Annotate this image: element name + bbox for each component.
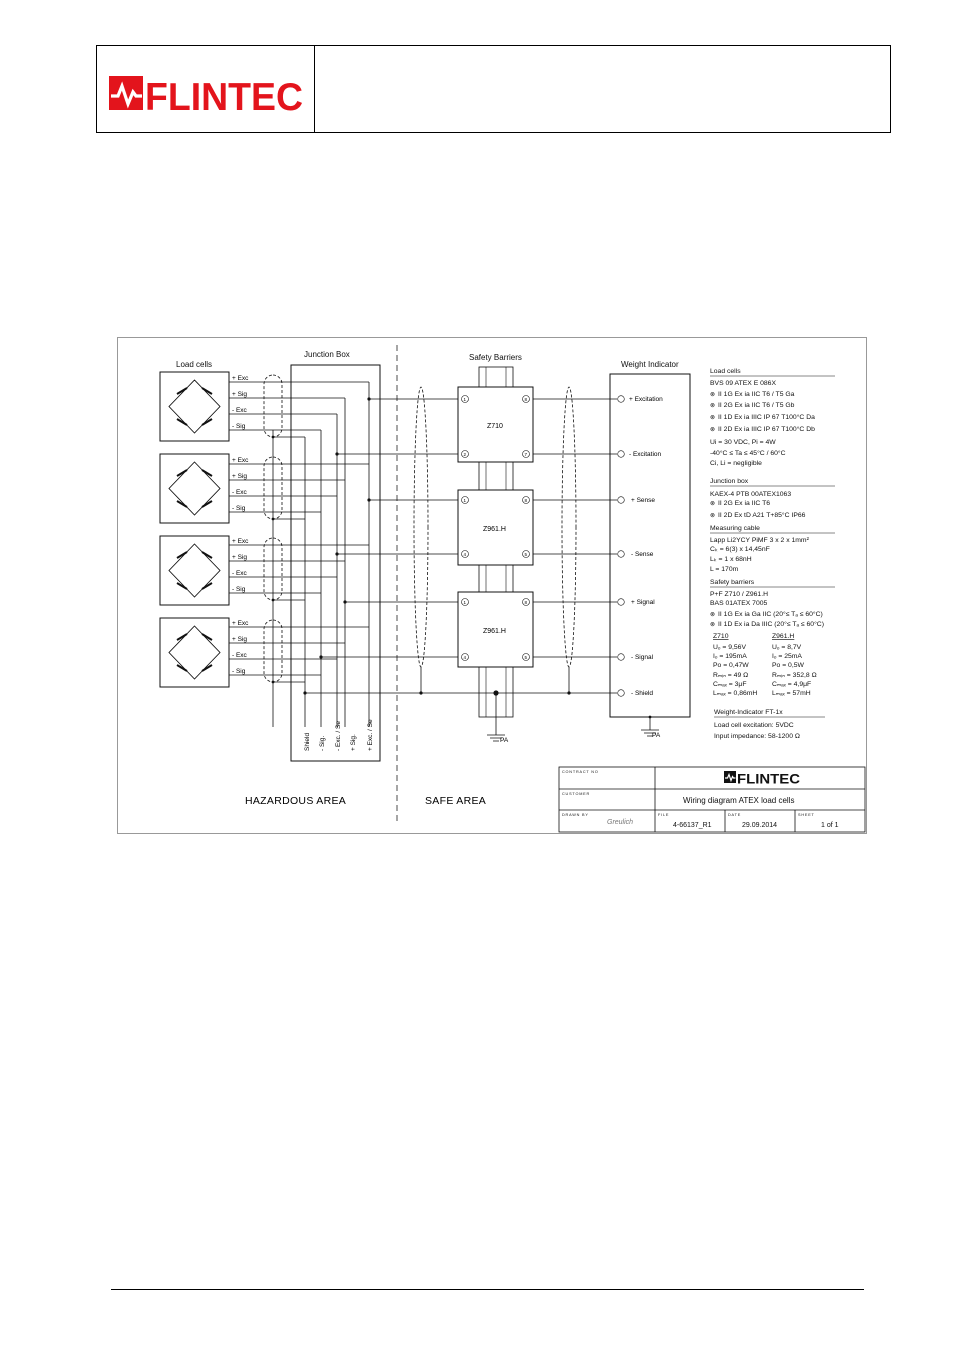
diagram-text: 8 — [524, 397, 528, 402]
spec-title: Load cells — [710, 368, 741, 375]
terminal-label: - Sense — [631, 551, 654, 558]
safety-barriers-title: Safety Barriers — [469, 353, 522, 362]
junction-box — [291, 365, 380, 761]
wire-label: + Sig — [232, 636, 247, 643]
diagram-text: Lₘₐₓ = 0,86mH — [713, 690, 758, 697]
barrier-name: Z710 — [487, 423, 503, 430]
wire-label: + Sig — [232, 391, 247, 398]
diagram-text: II 1G Ex ia Ga IIC (20°≤ Tₐ ≤ 60°C) — [718, 611, 823, 618]
diagram-text: CONTRACT NO — [562, 770, 599, 774]
wiring-diagram — [117, 337, 867, 834]
terminal-label: + Signal — [631, 599, 655, 606]
diagram-text: 2 — [463, 452, 467, 457]
diagram-text: II 1D Ex ia Da IIIC (20°≤ Tₐ ≤ 60°C) — [718, 621, 824, 628]
load-cell-4 — [160, 618, 229, 687]
junction-label-minus-exc: - Exc. / Se — [335, 721, 342, 751]
diagram-text: P+F Z710 / Z961.H — [710, 591, 768, 598]
load-cell-box — [160, 372, 229, 441]
terminal-label: - Shield — [631, 690, 654, 697]
diagram-text: Load cell excitation: 5VDC — [714, 722, 794, 729]
diagram-text: Rₘᵢₙ = 352,8 Ω — [772, 672, 817, 679]
diagram-text: Rₘᵢₙ = 49 Ω — [713, 672, 749, 679]
weight-indicator-title: Weight Indicator — [621, 360, 679, 369]
bridge-icon — [169, 544, 220, 597]
cell-wiring — [229, 382, 369, 727]
safe-area-label: SAFE AREA — [425, 795, 487, 807]
diagram-text: Cₖ = 6(3) x 14,45nF — [710, 546, 770, 553]
ex-icon: ⊗ — [710, 513, 716, 519]
diagram-text: -40°C ≤ Ta ≤ 45°C / 60°C — [710, 450, 786, 457]
diagram-text: KAEX-4 PTB 00ATEX1063 — [710, 491, 792, 498]
barrier-z710 — [458, 387, 533, 462]
junction-box-title: Junction Box — [304, 350, 350, 359]
wire-label: - Sig — [232, 668, 246, 675]
wire-label: - Exc — [232, 570, 247, 577]
header-box — [96, 45, 891, 133]
diagram-text: FILE — [658, 813, 670, 817]
wire-label: + Exc — [232, 457, 249, 464]
barrier-name: Z961.H — [483, 526, 506, 533]
diagram-text: II 2G Ex ia IIC T6 — [718, 500, 771, 507]
wire-label: + Exc — [232, 538, 249, 545]
file-name: 4-66137_R1 — [673, 822, 712, 829]
load-cell-box — [160, 454, 229, 523]
diagram-text: Z710 — [713, 633, 729, 640]
diagram-text: Lapp Li2YCY PiMF 3 x 2 x 1mm² — [710, 537, 809, 544]
spec-title: Junction box — [710, 478, 749, 485]
junction-label-plus-exc: + Exc. / Se — [367, 719, 374, 751]
diagram-text: Lₘₐₓ = 57mH — [772, 690, 811, 697]
diagram-text: Po = 0,47W — [713, 662, 749, 669]
diagram-text: DATE — [728, 813, 742, 817]
spec-title: Weight-Indicator FT-1x — [714, 709, 783, 716]
wire-label: - Sig — [232, 586, 246, 593]
drawn-by: Greulich — [607, 819, 634, 826]
ex-icon: ⊗ — [710, 415, 716, 421]
load-cell-box — [160, 618, 229, 687]
wire-label: + Sig — [232, 554, 247, 561]
bridge-icon — [169, 626, 220, 679]
diagram-text: 1 — [463, 397, 467, 402]
footer-rule — [111, 1289, 864, 1290]
barrier-name: Z961.H — [483, 628, 506, 635]
diagram-text: Z961.H — [772, 633, 795, 640]
header-divider — [314, 46, 315, 132]
sheet-number: 1 of 1 — [821, 822, 839, 829]
diagram-text: CUSTOMER — [562, 792, 591, 796]
diagram-text: BVS 09 ATEX E 086X — [710, 380, 776, 387]
load-cell-2 — [160, 454, 229, 523]
diagram-text: 8 — [524, 600, 528, 605]
diagram-text: II 2G Ex ia IIC T6 / T5 Gb — [718, 402, 795, 409]
load-cell-3 — [160, 536, 229, 605]
ex-icon: ⊗ — [710, 612, 716, 618]
diagram-text: BAS 01ATEX 7005 — [710, 600, 768, 607]
diagram-text: Input impedance: 58-1200 Ω — [714, 733, 800, 740]
barrier-z961h-2 — [458, 592, 533, 667]
diagram-text: 4 — [463, 655, 467, 660]
title-block-logo: FLINTEC — [737, 770, 800, 787]
junction-label-plus-sig: + Sig. — [350, 734, 357, 751]
terminal-label: + Excitation — [629, 396, 663, 403]
load-cell-1 — [160, 372, 229, 441]
ex-icon: ⊗ — [710, 403, 716, 409]
diagram-text: 5 — [524, 552, 528, 557]
diagram-text: 1 — [463, 600, 467, 605]
bridge-icon — [169, 380, 220, 433]
diagram-text: Po = 0,5W — [772, 662, 804, 669]
wire-label: - Exc — [232, 489, 247, 496]
diagram-text: 7 — [524, 452, 528, 457]
ex-icon: ⊗ — [710, 392, 716, 398]
specifications — [710, 368, 835, 740]
drawing-title: Wiring diagram ATEX load cells — [683, 796, 795, 805]
diagram-text: 5 — [524, 655, 528, 660]
wire-label: - Exc — [232, 652, 247, 659]
diagram-text: 1 — [463, 498, 467, 503]
hazardous-area-label: HAZARDOUS AREA — [245, 795, 347, 807]
drawing-date: 29.09.2014 — [742, 822, 778, 829]
ex-icon: ⊗ — [710, 501, 716, 507]
wire-label: - Sig — [232, 423, 246, 430]
spec-title: Measuring cable — [710, 525, 760, 532]
wire-label: - Exc — [232, 407, 247, 414]
wire-label: + Exc — [232, 620, 249, 627]
pa-label-indicator: PA — [652, 732, 661, 739]
diagram-text: Ci, Li = negligible — [710, 460, 762, 467]
terminal-label: - Excitation — [629, 451, 662, 458]
logo-text: FLINTEC — [145, 76, 303, 114]
junction-label-shield: Shield — [304, 732, 311, 751]
load-cell-box — [160, 536, 229, 605]
junction-label-minus-sig: - Sig. — [319, 735, 326, 751]
diagram-text: II 1G Ex ia IIC T6 / T5 Ga — [718, 391, 795, 398]
barrier-z961h-1 — [458, 490, 533, 565]
diagram-text: Uₒ = 8,7V — [772, 644, 802, 651]
weight-indicator-box — [610, 374, 690, 717]
diagram-text: Cₘₐₓ = 3μF — [713, 681, 747, 688]
diagram-text: DRAWN BY — [562, 813, 589, 817]
diagram-text: II 2D Ex tD A21 T+85°C IP66 — [718, 512, 806, 519]
spec-title: Safety barriers — [710, 579, 755, 586]
pa-label-barrier: PA — [500, 737, 509, 744]
indicator-terminals — [618, 396, 663, 697]
terminal-label: - Signal — [631, 654, 654, 661]
diagram-text: Iₒ = 195mA — [713, 653, 747, 660]
diagram-text: II 1D Ex ia IIIC IP 67 T100°C Da — [718, 414, 815, 421]
diagram-text: 8 — [524, 498, 528, 503]
diagram-text: Cₘₐₓ = 4,9μF — [772, 681, 812, 688]
diagram-text: L = 170m — [710, 566, 739, 573]
title-block-text — [562, 770, 839, 829]
wire-label: + Exc — [232, 375, 249, 382]
ex-icon: ⊗ — [710, 427, 716, 433]
wire-label: - Sig — [232, 505, 246, 512]
load-cells-title: Load cells — [176, 360, 213, 369]
diagram-text: SHEET — [798, 813, 815, 817]
diagram-text: Lₖ = 1 x 68nH — [710, 556, 752, 563]
diagram-text: Iₒ = 25mA — [772, 653, 802, 660]
diagram-text: Uₒ = 9,56V — [713, 644, 746, 651]
ex-icon: ⊗ — [710, 622, 716, 628]
diagram-text: II 2D Ex ia IIIC IP 67 T100°C Db — [718, 426, 815, 433]
wire-label: + Sig — [232, 473, 247, 480]
bridge-icon — [169, 462, 220, 515]
diagram-text: 4 — [463, 552, 467, 557]
terminal-label: + Sense — [631, 497, 656, 504]
diagram-text: Ui = 30 VDC, Pi = 4W — [710, 439, 776, 446]
flintec-logo — [109, 74, 304, 114]
